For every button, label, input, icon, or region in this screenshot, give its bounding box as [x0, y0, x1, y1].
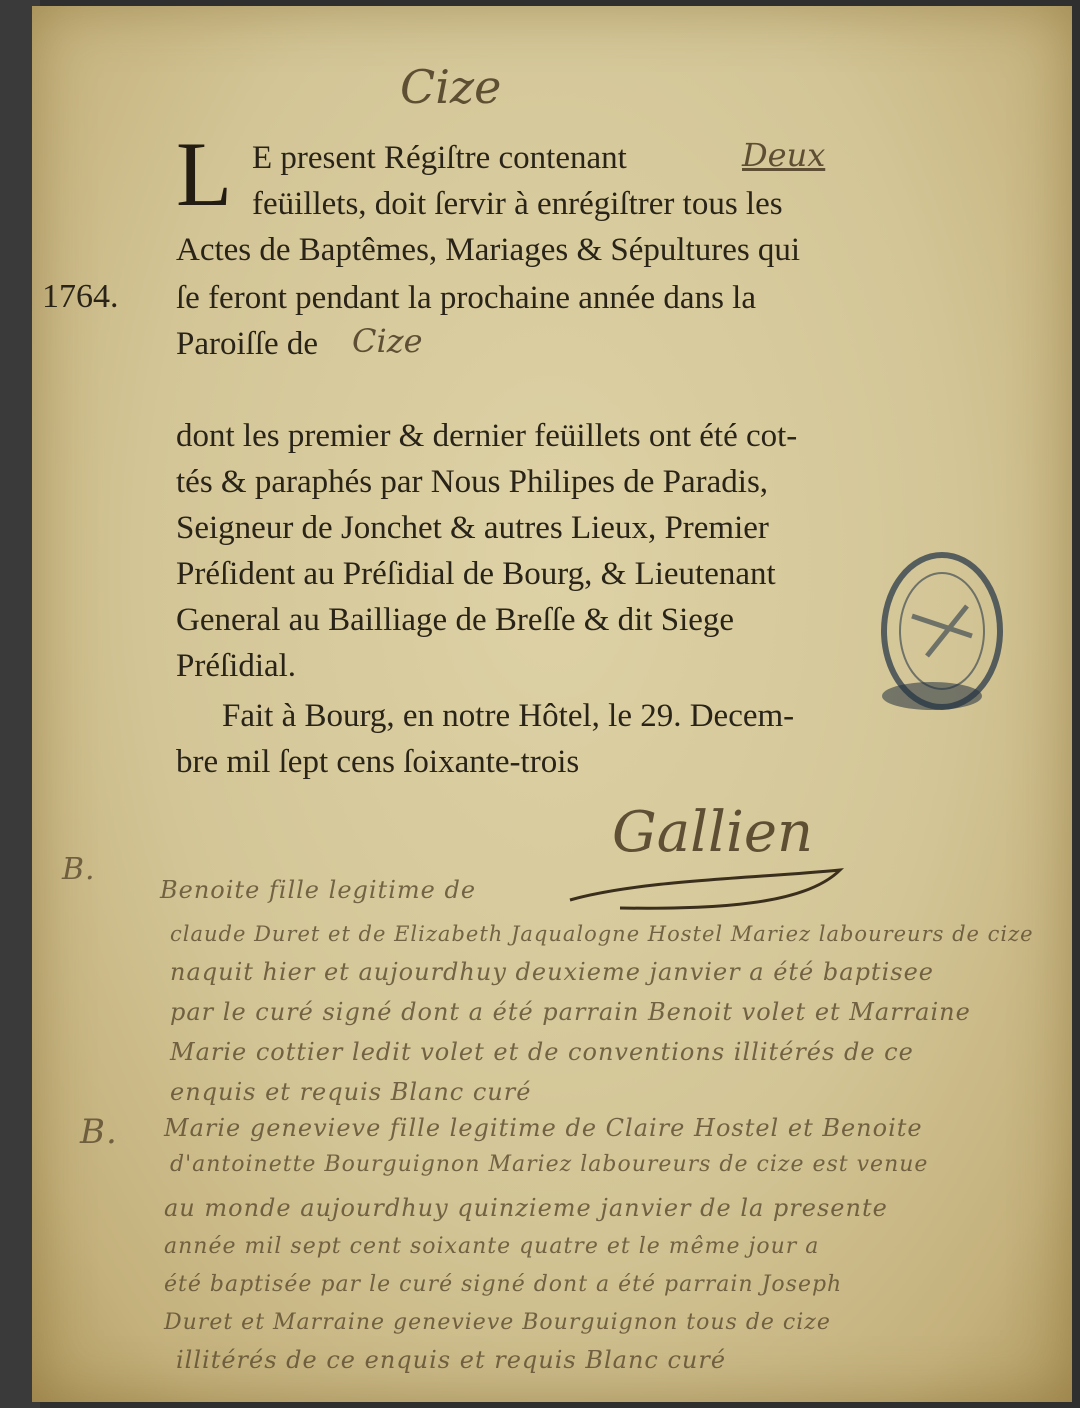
- entry-1-line: enquis et requis Blanc curé: [170, 1078, 532, 1106]
- closing-line-2: bre mil ſept cens ſoixante-trois: [176, 744, 580, 780]
- closing-line-1: Fait à Bourg, en notre Hôtel, le 29. Decem-: [222, 698, 795, 734]
- register-line-3: Actes de Baptêmes, Mariages & Sépultures qui: [176, 232, 801, 268]
- drop-capital: L: [176, 123, 233, 225]
- parish-handwritten: Cize: [352, 322, 423, 360]
- register-line-2: feüillets, doit ſervir à enrégiſtrer tous les: [252, 186, 783, 222]
- entry-2-line: au monde aujourdhuy quinzieme janvier de la presente: [164, 1194, 888, 1222]
- register-line-10: General au Bailliage de Breſſe & dit Siege: [176, 602, 735, 638]
- entry-2-line: Duret et Marraine genevieve Bourguignon tous de cize: [164, 1310, 831, 1335]
- year-margin: 1764.: [42, 278, 119, 315]
- entry-1-line: claude Duret et de Elizabeth Jaqualogne Hostel Mariez laboureurs de cize: [170, 922, 1034, 946]
- register-line-5: Paroiſſe de: [176, 326, 319, 362]
- entry-2-line: année mil sept cent soixante quatre et le même jour a: [164, 1234, 820, 1259]
- register-line-11: Préſidial.: [176, 648, 297, 684]
- entry-2-line: été baptisée par le curé signé dont a été parrain Joseph: [164, 1272, 843, 1297]
- register-line-1: E present Régiſtre contenant: [252, 140, 627, 176]
- entry-1-margin: B.: [62, 852, 96, 887]
- entry-1-line: par le curé signé dont a été parrain Benoit volet et Marraine: [170, 998, 971, 1026]
- entry-2-line: d'antoinette Bourguignon Mariez laboureurs de cize est venue: [170, 1152, 929, 1177]
- register-line-9: Préſident au Préſidial de Bourg, & Lieutenant: [176, 556, 776, 592]
- register-line-8: Seigneur de Jonchet & autres Lieux, Premier: [176, 510, 769, 546]
- leaf-count-handwritten: Deux: [742, 136, 826, 174]
- entry-1-line: Benoite fille legitime de: [160, 876, 477, 904]
- entry-2-margin: B.: [80, 1112, 118, 1152]
- signature-flourish-icon: [560, 860, 860, 920]
- entry-1-line: Marie cottier ledit volet et de conventions illitérés de ce: [170, 1038, 914, 1066]
- entry-1-line: naquit hier et aujourdhuy deuxieme janvier a été baptisee: [170, 958, 934, 986]
- signature-gallien: Gallien: [612, 800, 814, 865]
- seal-stamp-icon: [872, 546, 1012, 716]
- register-line-4: ſe feront pendant la prochaine année dans la: [176, 280, 756, 316]
- entry-2-line: illitérés de ce enquis et requis Blanc curé: [176, 1346, 727, 1374]
- entry-2-line: Marie genevieve fille legitime de Claire Hostel et Benoite: [164, 1114, 923, 1142]
- register-line-7: tés & paraphés par Nous Philipes de Paradis,: [176, 464, 769, 500]
- register-line-6: dont les premier & dernier feüillets ont été cot-: [176, 418, 798, 454]
- parish-heading-handwritten: Cize: [400, 60, 502, 114]
